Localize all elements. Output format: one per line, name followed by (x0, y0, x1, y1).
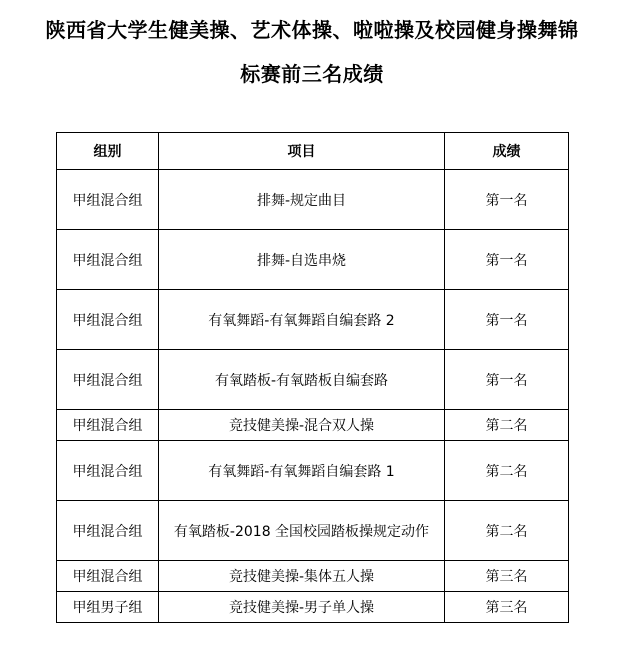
result-cell: 第二名 (445, 410, 569, 441)
table-row (57, 230, 569, 290)
result-cell: 第一名 (445, 290, 569, 350)
table-header-row (57, 133, 569, 170)
item-cell: 有氧舞蹈-有氧舞蹈自编套路 1 (159, 441, 445, 501)
item-cell: 竞技健美操-混合双人操 (159, 410, 445, 441)
table-row (57, 350, 569, 410)
table-row (57, 170, 569, 230)
result-cell: 第一名 (445, 350, 569, 410)
result-cell: 第二名 (445, 501, 569, 561)
item-cell: 排舞-自选串烧 (159, 230, 445, 290)
group-cell: 甲组混合组 (57, 350, 159, 410)
table-row (57, 290, 569, 350)
group-cell: 甲组混合组 (57, 441, 159, 501)
group-cell: 甲组混合组 (57, 230, 159, 290)
result-cell: 第一名 (445, 170, 569, 230)
item-cell: 竞技健美操-集体五人操 (159, 561, 445, 592)
item-cell: 排舞-规定曲目 (159, 170, 445, 230)
item-cell: 竞技健美操-男子单人操 (159, 592, 445, 623)
result-cell: 第三名 (445, 592, 569, 623)
results-table (56, 132, 569, 623)
group-cell: 甲组混合组 (57, 410, 159, 441)
group-cell: 甲组男子组 (57, 592, 159, 623)
result-cell: 第二名 (445, 441, 569, 501)
group-cell: 甲组混合组 (57, 501, 159, 561)
group-cell: 甲组混合组 (57, 561, 159, 592)
column-header-item: 项目 (159, 133, 445, 170)
page-title-line-1: 陕西省大学生健美操、艺术体操、啦啦操及校园健身操舞锦 (45, 18, 579, 42)
table-row (57, 441, 569, 501)
result-cell: 第一名 (445, 230, 569, 290)
page-title-line-2: 标赛前三名成绩 (240, 62, 384, 86)
group-cell: 甲组混合组 (57, 290, 159, 350)
item-cell: 有氧踏板-有氧踏板自编套路 (159, 350, 445, 410)
result-cell: 第三名 (445, 561, 569, 592)
item-cell: 有氧踏板-2018 全国校园踏板操规定动作 (159, 501, 445, 561)
table-row (57, 561, 569, 592)
table-row (57, 592, 569, 623)
column-header-group: 组别 (57, 133, 159, 170)
item-cell: 有氧舞蹈-有氧舞蹈自编套路 2 (159, 290, 445, 350)
group-cell: 甲组混合组 (57, 170, 159, 230)
table-row (57, 410, 569, 441)
column-header-result: 成绩 (445, 133, 569, 170)
table-row (57, 501, 569, 561)
